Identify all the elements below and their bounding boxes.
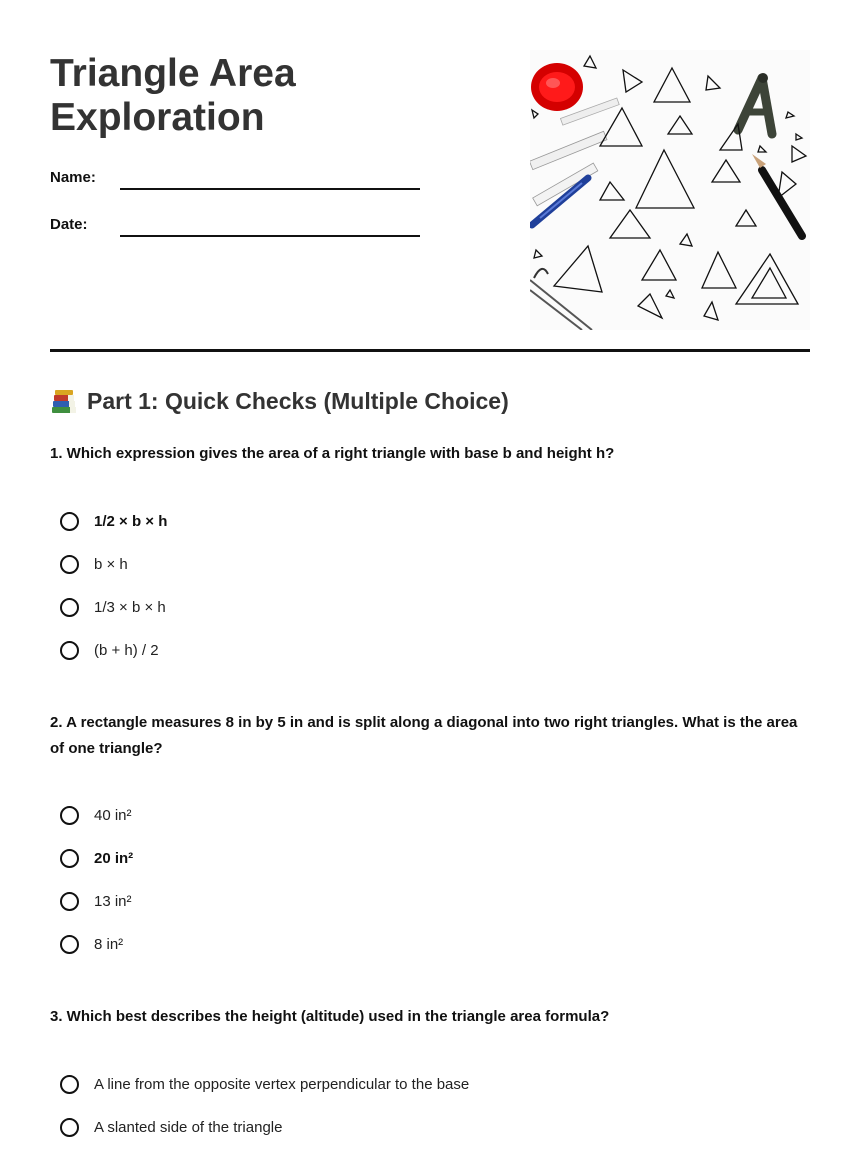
illustration-svg xyxy=(530,50,810,330)
part1-heading-text: Part 1: Quick Checks (Multiple Choice) xyxy=(87,388,509,414)
question-2-options xyxy=(60,794,133,966)
triangles-and-drawing-tools-illustration xyxy=(530,50,810,330)
radio-button[interactable] xyxy=(60,555,79,574)
q1-option-b[interactable] xyxy=(60,543,167,586)
name-field[interactable] xyxy=(50,164,420,190)
option-label: 1/3 × b × h xyxy=(94,599,166,616)
worksheet-title xyxy=(50,52,470,140)
radio-button[interactable] xyxy=(60,935,79,954)
option-label: A slanted side of the triangle xyxy=(94,1119,283,1136)
radio-button[interactable] xyxy=(60,512,79,531)
header-divider xyxy=(50,349,810,352)
pencil-icon xyxy=(752,154,802,236)
radio-button[interactable] xyxy=(60,892,79,911)
books-icon xyxy=(50,389,78,415)
option-label: 8 in² xyxy=(94,936,124,953)
question-1-text: 1. Which expression gives the area of a right triangle with base b and height h? xyxy=(50,445,615,462)
radio-button[interactable] xyxy=(60,641,79,660)
option-label: 1/2 × b × h xyxy=(94,513,168,530)
option-label: A line from the opposite vertex perpendicular to the base xyxy=(94,1076,470,1093)
question-1 xyxy=(50,441,810,467)
name-label: Name: xyxy=(50,169,96,186)
q2-option-d[interactable] xyxy=(60,923,133,966)
compass-icon xyxy=(738,73,772,134)
option-label: 20 in² xyxy=(94,850,134,867)
q2-option-a[interactable] xyxy=(60,794,133,837)
option-label: 40 in² xyxy=(94,807,132,824)
q1-option-a[interactable] xyxy=(60,500,167,543)
question-3 xyxy=(50,1004,810,1030)
option-label: b × h xyxy=(94,556,128,573)
date-line[interactable] xyxy=(120,235,420,237)
question-3-text: 3. Which best describes the height (altitude) used in the triangle area formula? xyxy=(50,1008,610,1025)
date-label: Date: xyxy=(50,216,88,233)
q3-option-a[interactable] xyxy=(60,1063,469,1106)
q2-option-b[interactable] xyxy=(60,837,133,880)
question-1-options xyxy=(60,500,167,672)
radio-button[interactable] xyxy=(60,849,79,868)
worksheet-header xyxy=(50,0,810,352)
q1-option-d[interactable] xyxy=(60,629,167,672)
radio-button[interactable] xyxy=(60,1075,79,1094)
question-3-options xyxy=(60,1063,469,1149)
q2-option-c[interactable] xyxy=(60,880,133,923)
option-label: (b + h) / 2 xyxy=(94,642,159,659)
q1-option-c[interactable] xyxy=(60,586,167,629)
radio-button[interactable] xyxy=(60,1118,79,1137)
radio-button[interactable] xyxy=(60,598,79,617)
worksheet-page xyxy=(50,0,810,1161)
question-2 xyxy=(50,710,810,762)
name-line[interactable] xyxy=(120,188,420,190)
part1-heading xyxy=(50,388,509,415)
title-line-1: Triangle Area xyxy=(50,52,296,95)
question-2-text: 2. A rectangle measures 8 in by 5 in and is split along a diagonal into two right triangles. What is the area of one triangle? xyxy=(50,714,798,757)
date-field[interactable] xyxy=(50,211,420,237)
q3-option-b[interactable] xyxy=(60,1106,469,1149)
radio-button[interactable] xyxy=(60,806,79,825)
title-line-2: Exploration xyxy=(50,96,265,139)
red-cup-icon xyxy=(531,63,583,111)
option-label: 13 in² xyxy=(94,893,132,910)
